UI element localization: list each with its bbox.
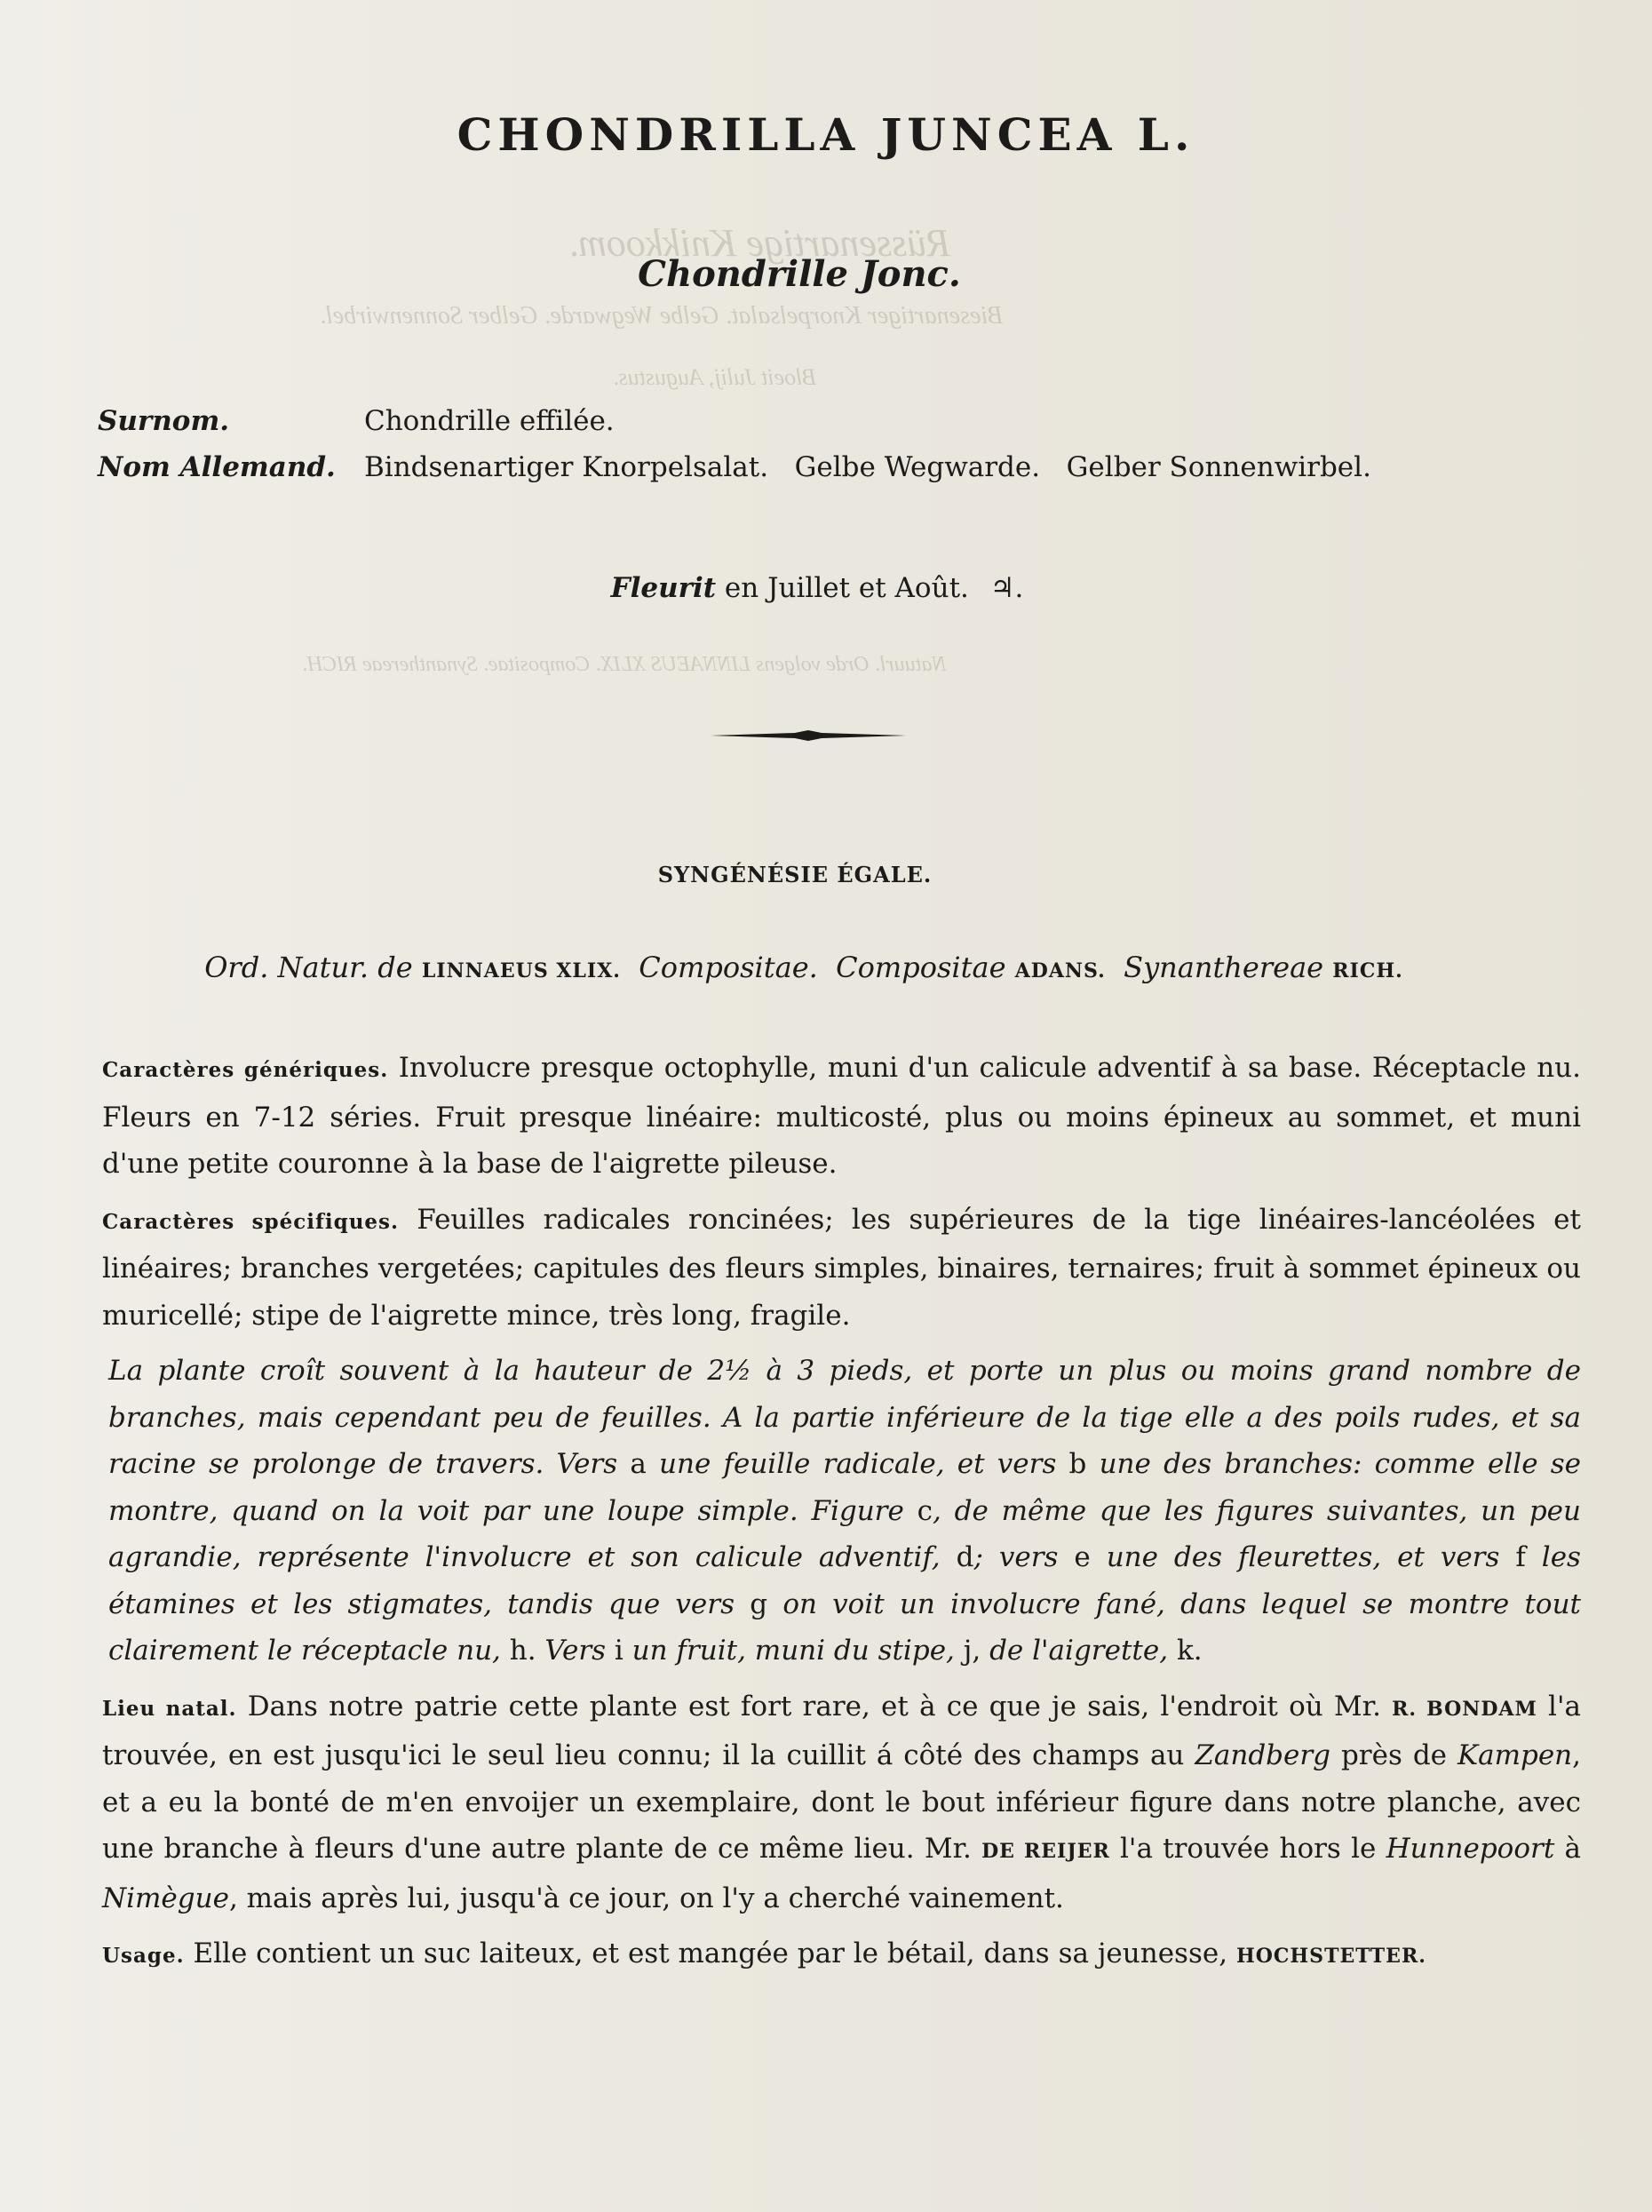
figure-ref-i: i	[614, 1635, 623, 1667]
habitat-text-3: près de	[1330, 1739, 1457, 1771]
specific-characters-text: Feuilles radicales roncinées; les supérieures de la tige linéaires-lancéolées et linéaires; branches vergetées; capitules des fleurs simples, binaires, ternaires; fruit à sommet épineux ou muricellé; stipe de l'aigrette mince, très long, fragile.	[102, 1203, 1581, 1332]
desc-text-10: un fruit, muni du stipe,	[623, 1635, 964, 1667]
generic-characters-lead: Caractères génériques.	[102, 1058, 389, 1082]
generic-characters-text: Involucre presque octophylle, muni d'un calicule adventif à sa base. Réceptacle nu. Fleurs en 7-12 séries. Fruit presque linéaire: multicosté, plus ou moins épineux au sommet, et muni d'une petite couronne à la base de l'aigrette pileuse.	[102, 1052, 1581, 1180]
usage-author: HOCHSTETTER.	[1235, 1945, 1426, 1968]
bleedthrough-line-3: Bloeit Julij, Augustus.	[613, 364, 817, 390]
collector-de-reijer: DE REIJER	[981, 1840, 1110, 1863]
figure-ref-b: b	[1068, 1448, 1087, 1480]
habitat-text-2: l'a trouvée, en est jusqu'ici le seul lieu connu; il la cuillit á côté des champs au	[102, 1690, 1581, 1771]
ordre-linnaeus: LINNAEUS XLIX.	[421, 959, 621, 983]
description-body	[71, 1045, 1581, 1980]
usage-text: Elle contient un suc laiteux, et est mangée par le bétail, dans sa jeunesse,	[184, 1937, 1236, 1969]
bleedthrough-line-1: Rüssenartige Knikkoom.	[568, 221, 951, 265]
place-kampen: Kampen	[1457, 1739, 1573, 1771]
figure-ref-a: a	[630, 1448, 647, 1480]
desc-text-7: les étamines et les stigmates, tandis que vers	[108, 1541, 1581, 1620]
ordre-rich: RICH.	[1332, 959, 1403, 983]
collector-bondam: R. BONDAM	[1392, 1697, 1537, 1721]
habitat-text-1: Dans notre patrie cette plante est fort rare, et à ce que je sais, l'endroit où Mr.	[236, 1690, 1393, 1723]
surnom-label: Surnom.	[98, 405, 230, 437]
bleedthrough-line-4: Natuurl. Orde volgens LINNAEUS XLIX. Compositae. Synanthereae RICH.	[302, 653, 947, 676]
figure-ref-c: c	[917, 1494, 933, 1527]
nom-allemand-label: Nom Allemand.	[98, 451, 336, 483]
ordre-synanthereae: Synanthereae	[1105, 951, 1333, 984]
bleedthrough-line-2: Biesenartiger Knorpelsalat. Gelbe Wegwarde. Gelber Sonnenwirbel.	[320, 302, 1004, 330]
figure-ref-h: h.	[509, 1635, 536, 1667]
desc-text-5: ; vers	[973, 1541, 1075, 1573]
surnom-value: Chondrille effilée.	[364, 405, 615, 437]
linnaean-class: SYNGÉNÉSIE ÉGALE.	[657, 862, 933, 887]
flowering-text: en Juillet et Août.	[716, 572, 969, 604]
flowering-line	[0, 572, 1634, 604]
figure-ref-d: d	[956, 1541, 974, 1573]
figure-ref-f: f	[1515, 1541, 1526, 1573]
perennial-symbol: ♃.	[989, 572, 1024, 604]
flowering-label: Fleurit	[610, 572, 717, 604]
desc-text-3: une des branches: comme elle se montre, quand on la voit par une loupe simple. Figure	[108, 1448, 1581, 1527]
desc-text-6: une des fleurettes, et vers	[1090, 1541, 1516, 1573]
plant-description-paragraph	[71, 1348, 1581, 1675]
habitat-lead: Lieu natal.	[102, 1696, 237, 1721]
desc-text-4: , de même que les figures suivantes, un peu agrandie, représente l'involucre et son calicule adventif,	[108, 1494, 1581, 1573]
figure-ref-e: e	[1074, 1541, 1091, 1573]
desc-text-11: de l'aigrette,	[981, 1635, 1177, 1667]
ordre-compositae: Compositae. Compositae	[620, 951, 1015, 984]
ornamental-rule	[711, 730, 906, 741]
specific-characters-lead: Caractères spécifiques.	[102, 1209, 400, 1234]
habitat-text-7: , mais après lui, jusqu'à ce jour, on l'y a cherché vainement.	[228, 1882, 1064, 1914]
place-nimegue: Nimègue	[102, 1882, 229, 1914]
common-names	[98, 398, 1371, 490]
nom-allemand-value: Bindsenartiger Knorpelsalat. Gelbe Wegwarde. Gelber Sonnenwirbel.	[364, 451, 1371, 483]
habitat-text-6: à	[1554, 1833, 1582, 1865]
specific-characters-paragraph	[71, 1197, 1581, 1340]
desc-text-2: une feuille radicale, et vers	[646, 1448, 1069, 1480]
ordre-prefix: Ord. Natur. de	[204, 951, 422, 984]
place-hunnepoort: Hunnepoort	[1386, 1833, 1555, 1865]
page-subtitle: Chondrille Jonc.	[638, 253, 961, 295]
figure-ref-g: g	[750, 1587, 768, 1620]
habitat-text-5: l'a trouvée hors le	[1109, 1833, 1386, 1865]
figure-ref-k: k.	[1176, 1635, 1203, 1667]
place-zandberg: Zandberg	[1195, 1739, 1331, 1771]
usage-paragraph	[71, 1930, 1581, 1980]
figure-ref-j: j,	[963, 1635, 981, 1667]
desc-text-8: on voit un involucre fané, dans lequel se montre tout clairement le réceptacle nu,	[108, 1587, 1581, 1667]
habitat-text-4: , et a eu la bonté de m'en envoijer un exemplaire, dont le bout inférieur figure dans notre planche, avec une branche à fleurs d'une autre plante de ce même lieu. Mr.	[102, 1739, 1582, 1865]
page-title: CHONDRILLA JUNCEA L.	[457, 108, 1195, 161]
natural-order	[0, 951, 1608, 984]
habitat-paragraph	[71, 1683, 1581, 1922]
generic-characters-paragraph	[71, 1045, 1581, 1188]
usage-lead: Usage.	[102, 1944, 185, 1968]
nom-allemand-row	[98, 444, 1371, 490]
desc-text-1: La plante croît souvent à la hauteur de 2½ à 3 pieds, et porte un plus ou moins grand nombre de branches, mais cependant peu de feuilles. A la partie inférieure de la tige elle a des poils rudes, et sa racine se prolonge de travers. Vers	[108, 1355, 1581, 1480]
surnom-row	[98, 398, 1371, 444]
ordre-adans: ADANS.	[1014, 959, 1106, 983]
desc-text-9: Vers	[536, 1635, 615, 1667]
